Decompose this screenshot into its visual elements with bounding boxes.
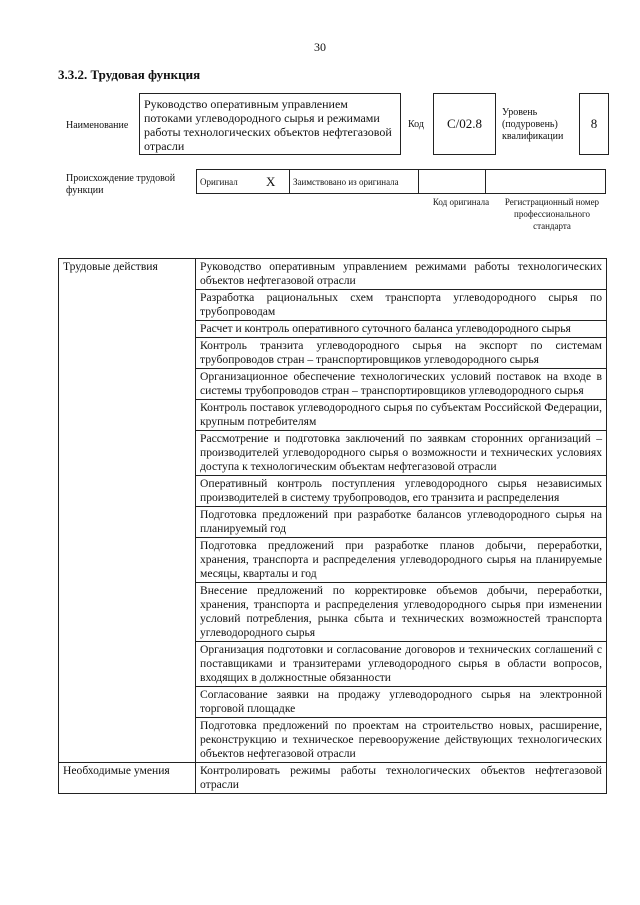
labor-action-category: Трудовые действия: [59, 259, 196, 763]
reg-number-note: Регистрационный номер профессионального стандарта: [504, 197, 600, 231]
skill-text: Контролировать режимы работы технологических объектов нефтегазовой отрасли: [196, 763, 607, 794]
origin-reg-cell: [486, 170, 606, 194]
section-title: 3.3.2. Трудовая функция: [58, 67, 201, 82]
code-value: С/02.8: [433, 93, 496, 155]
page-number: 30: [314, 40, 326, 54]
labor-action-text: Подготовка предложений при разработке планов добычи, переработки, хранения, транспорта и распределения углеводородного сырья на планируемые месяцы, кварталы и год: [196, 538, 607, 583]
labor-action-text: Внесение предложений по корректировке объемов добычи, переработки, хранения, транспорта и распределения углеводородного сырья при изменении условий потребления, рынка сбыта и технических возможностей транспорта углеводородного сырья: [196, 583, 607, 642]
labor-action-text: Подготовка предложений по проектам на строительство новых, расширение, реконструкцию и техническое перевооружение действующих технологических объектов нефтегазовой отрасли: [196, 718, 607, 763]
origin-table: [196, 169, 606, 194]
name-label: Наименование: [66, 120, 129, 131]
function-name-box: [139, 93, 401, 155]
level-value: 8: [579, 93, 609, 155]
origin-code-cell: [419, 170, 486, 194]
original-label: Оригинал: [197, 170, 264, 194]
labor-action-text: Контроль поставок углеводородного сырья по субъектам Российской Федерации, крупным потребителям: [196, 400, 607, 431]
labor-action-text: Согласование заявки на продажу углеводородного сырья на электронной торговой площадке: [196, 687, 607, 718]
labor-action-text: Расчет и контроль оперативного суточного баланса углеводородного сырья: [196, 321, 607, 338]
labor-action-text: Руководство оперативным управлением режимами работы технологических объектов нефтегазовой отрасли: [196, 259, 607, 290]
labor-action-text: Разработка рациональных схем транспорта углеводородного сырья по трубопроводам: [196, 290, 607, 321]
labor-function-table: [58, 258, 607, 794]
labor-action-row: [59, 259, 607, 290]
skill-row: [59, 763, 607, 794]
labor-action-text: Организационное обеспечение технологических условий поставок на входе в системы трубопроводов стран – транспортировщиков углеводородного сырья: [196, 369, 607, 400]
skill-category: Необходимые умения: [59, 763, 196, 794]
function-name-value: Руководство оперативным управлением потоками углеводородного сырья и режимами работы технологических объектов нефтегазовой отрасли: [144, 97, 392, 153]
borrowed-label: Заимствовано из оригинала: [290, 170, 419, 194]
labor-action-text: Контроль транзита углеводородного сырья на экспорт по системам трубопроводов стран – транспортировщиков углеводородного сырья: [196, 338, 607, 369]
original-mark: Х: [263, 170, 290, 194]
code-label: Код: [408, 119, 424, 130]
origin-label: Происхождение трудовой функции: [66, 173, 176, 196]
labor-action-text: Рассмотрение и подготовка заключений по заявкам сторонних организаций – производителей углеводородного сырья о возможности и технических условиях доступа к технологическим объектам нефтегазовой отрасли: [196, 431, 607, 476]
labor-action-text: Подготовка предложений при разработке балансов углеводородного сырья на планируемый год: [196, 507, 607, 538]
labor-action-text: Оперативный контроль поступления углеводородного сырья независимых производителей в систему трубопроводов, его транзита и распределения: [196, 476, 607, 507]
level-label: Уровень (подуровень) квалификации: [502, 107, 564, 142]
code-original-note: Код оригинала: [432, 197, 490, 207]
labor-action-text: Организация подготовки и согласование договоров и технических соглашений с поставщиками и транзитерами углеводородного сырья в области вопросов, входящих в должностные обязанности: [196, 642, 607, 687]
